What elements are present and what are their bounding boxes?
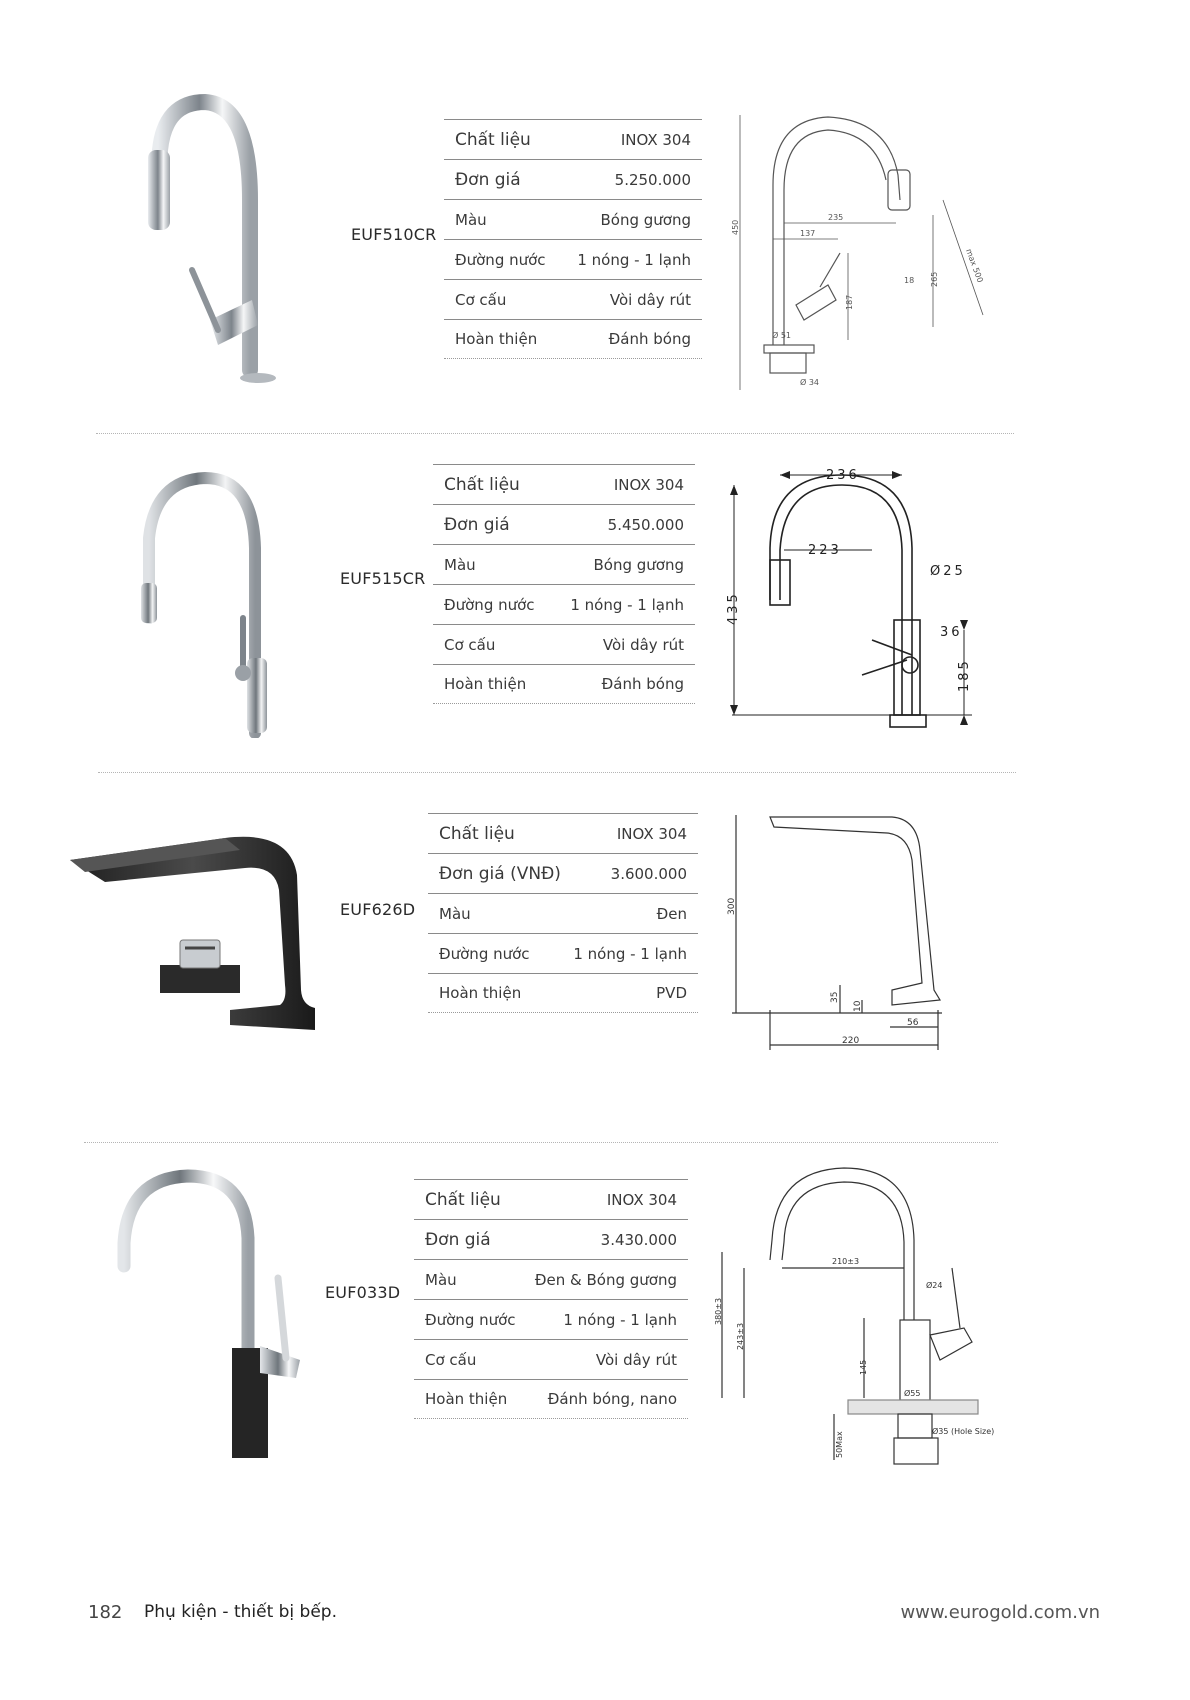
spec-value: INOX 304 — [613, 475, 684, 494]
spec-label: Đơn giá — [444, 514, 510, 535]
faucet-photo-euf515cr — [135, 468, 295, 738]
dim-label: 35 — [830, 991, 840, 1003]
spec-label: Màu — [425, 1270, 457, 1289]
dim-label: max 500 — [964, 247, 985, 284]
dim-label: 185 — [957, 658, 972, 692]
spec-value: Bóng gương — [593, 555, 684, 574]
spec-label: Hoàn thiện — [439, 984, 522, 1002]
product-code: EUF033D — [325, 1283, 401, 1302]
faucet-photo-euf626d — [65, 820, 325, 1040]
spec-label: Đơn giá — [455, 169, 521, 190]
spec-row-mechanism — [414, 1339, 688, 1379]
spec-row-color — [428, 893, 698, 933]
spec-row-mechanism — [444, 279, 702, 319]
spec-row-water — [433, 584, 695, 624]
spec-label: Chất liệu — [425, 1189, 501, 1210]
spec-row-finish — [414, 1379, 688, 1419]
spec-label: Đường nước — [425, 1310, 516, 1329]
spec-row-water — [414, 1299, 688, 1339]
dim-label: 145 — [859, 1359, 868, 1375]
dim-label: 450 — [731, 219, 740, 235]
spec-row-price — [414, 1219, 688, 1259]
dim-label: Ø35 (Hole Size) — [932, 1427, 995, 1436]
spec-row-mechanism — [433, 624, 695, 664]
spec-row-finish — [444, 319, 702, 359]
spec-label: Hoàn thiện — [455, 330, 538, 348]
dim-label: 220 — [842, 1036, 860, 1046]
spec-label: Đơn giá (VNĐ) — [439, 863, 561, 884]
dimension-drawing-euf626d — [722, 805, 952, 1055]
dim-label: 50Max — [835, 1431, 844, 1458]
spec-row-water — [444, 239, 702, 279]
spec-value: Đánh bóng — [608, 330, 691, 348]
spec-value: 1 nóng - 1 lạnh — [570, 595, 684, 614]
section-divider — [98, 772, 1016, 773]
spec-value: 1 nóng - 1 lạnh — [577, 250, 691, 269]
spec-value: 1 nóng - 1 lạnh — [573, 944, 687, 963]
spec-row-finish — [433, 664, 695, 704]
spec-row-material — [414, 1179, 688, 1219]
spec-row-color — [433, 544, 695, 584]
dim-label: 435 — [726, 591, 741, 625]
product-code: EUF515CR — [340, 569, 426, 588]
dim-label: Ø55 — [904, 1389, 921, 1398]
dim-label: Ø 34 — [800, 378, 820, 387]
spec-row-material — [433, 464, 695, 504]
spec-value: Vòi dây rút — [595, 1350, 677, 1369]
page-number: 182 — [88, 1602, 123, 1623]
spec-value: Vòi dây rút — [602, 635, 684, 654]
section-divider — [96, 433, 1014, 434]
spec-table — [428, 813, 698, 1013]
spec-value: 3.430.000 — [600, 1230, 677, 1249]
section-divider — [84, 1142, 998, 1143]
spec-value: INOX 304 — [606, 1190, 677, 1209]
dim-label: Ø24 — [926, 1281, 943, 1290]
dim-label: 187 — [845, 294, 854, 310]
dimension-drawing-euf515cr — [722, 460, 984, 740]
spec-value: 3.600.000 — [610, 864, 687, 883]
spec-row-water — [428, 933, 698, 973]
spec-label: Chất liệu — [439, 823, 515, 844]
spec-label: Chất liệu — [455, 129, 531, 150]
dim-label: 56 — [907, 1018, 919, 1028]
spec-value: Đánh bóng, nano — [547, 1390, 677, 1408]
spec-label: Đường nước — [444, 595, 535, 614]
spec-value: Bóng gương — [600, 210, 691, 229]
dim-label: 300 — [727, 897, 737, 915]
spec-value: 1 nóng - 1 lạnh — [563, 1310, 677, 1329]
spec-value: PVD — [656, 984, 687, 1002]
spec-row-material — [428, 813, 698, 853]
dim-label: 380±3 — [714, 1297, 723, 1325]
dim-label: 243±3 — [736, 1322, 745, 1350]
dim-label: Ø25 — [930, 564, 966, 579]
spec-row-price — [433, 504, 695, 544]
spec-row-finish — [428, 973, 698, 1013]
spec-row-price — [428, 853, 698, 893]
spec-label: Hoàn thiện — [425, 1390, 508, 1408]
spec-label: Đường nước — [439, 944, 530, 963]
dimension-drawing-euf033d — [714, 1160, 1014, 1470]
spec-row-color — [414, 1259, 688, 1299]
dim-label: 236 — [826, 468, 860, 483]
dim-label: Ø 51 — [772, 331, 792, 340]
dimension-drawing-euf510cr — [728, 105, 1008, 395]
spec-table — [433, 464, 695, 704]
dim-label: 18 — [904, 276, 915, 285]
spec-label: Màu — [444, 555, 476, 574]
spec-value: Vòi dây rút — [609, 290, 691, 309]
faucet-photo-euf033d — [110, 1168, 310, 1468]
spec-label: Cơ cấu — [455, 290, 507, 309]
website-link[interactable]: www.eurogold.com.vn — [900, 1602, 1100, 1623]
product-code: EUF510CR — [351, 225, 437, 244]
spec-label: Màu — [439, 904, 471, 923]
spec-value: Đánh bóng — [601, 675, 684, 693]
spec-table — [414, 1179, 688, 1419]
spec-label: Đơn giá — [425, 1229, 491, 1250]
spec-row-price — [444, 159, 702, 199]
spec-label: Cơ cấu — [444, 635, 496, 654]
dim-label: 36 — [940, 625, 963, 640]
dim-label: 137 — [800, 229, 816, 238]
dim-label: 265 — [930, 271, 939, 287]
spec-value: Đen — [656, 904, 687, 923]
spec-label: Đường nước — [455, 250, 546, 269]
product-code: EUF626D — [340, 900, 416, 919]
spec-value: 5.250.000 — [614, 170, 691, 189]
spec-label: Cơ cấu — [425, 1350, 477, 1369]
section-title: Phụ kiện - thiết bị bếp. — [144, 1602, 338, 1622]
spec-value: INOX 304 — [616, 824, 687, 843]
spec-value: 5.450.000 — [607, 515, 684, 534]
spec-row-color — [444, 199, 702, 239]
spec-value: Đen & Bóng gương — [534, 1270, 677, 1289]
spec-value: INOX 304 — [620, 130, 691, 149]
faucet-photo-euf510cr — [140, 90, 290, 390]
spec-label: Chất liệu — [444, 474, 520, 495]
dim-label: 223 — [808, 543, 842, 558]
dim-label: 210±3 — [832, 1257, 860, 1266]
dim-label: 10 — [853, 1000, 863, 1012]
dim-label: 235 — [828, 213, 844, 222]
spec-label: Hoàn thiện — [444, 675, 527, 693]
spec-row-material — [444, 119, 702, 159]
spec-label: Màu — [455, 210, 487, 229]
spec-table — [444, 119, 702, 359]
